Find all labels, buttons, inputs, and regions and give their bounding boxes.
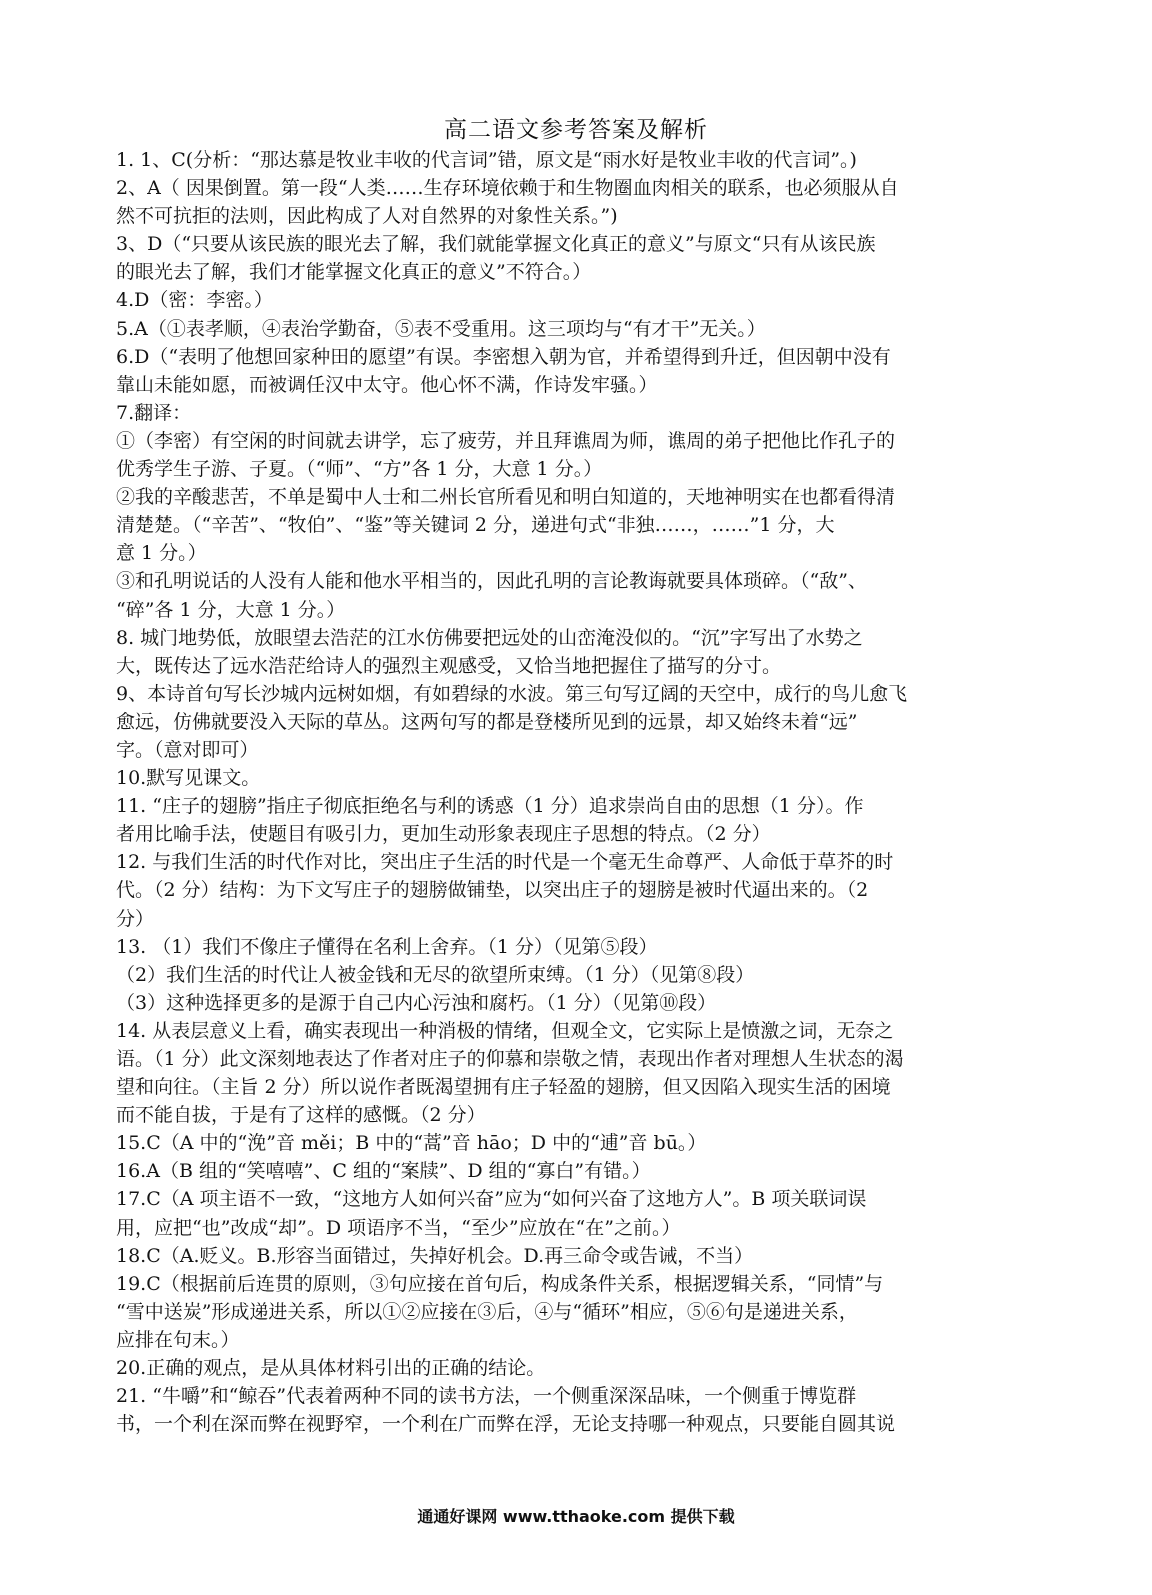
text-line: 12. 与我们生活的时代作对比，突出庄子生活的时代是一个毫无生命尊严、人命低于草芥的时	[116, 851, 894, 874]
text-line: 18.C（A.贬义。B.形容当面错过，失掉好机会。D.再三命令或告诫，不当）	[116, 1244, 754, 1267]
text-line: 8. 城门地势低，放眼望去浩茫的江水仿佛要把远处的山峦淹没似的。“沉”字写出了水势之	[116, 626, 863, 649]
text-line: 字。（意对即可）	[116, 738, 259, 761]
footer-credit: 通通好课网 www.tthaoke.com 提供下载	[417, 1507, 735, 1526]
text-line: 望和向往。（主旨 2 分）所以说作者既渴望拥有庄子轻盈的翅膀，但又因陷入现实生活的困境	[116, 1076, 891, 1099]
text-line: 16.A（B 组的“笑嘻嘻”、C 组的“案牍”、D 组的“寡白”有错。）	[116, 1160, 651, 1183]
text-line: 6.D（“表明了他想回家种田的愿望”有误。李密想入朝为官，并希望得到升迁，但因朝中没有	[116, 345, 891, 368]
text-line: 21. “牛嚼”和“鲸吞”代表着两种不同的读书方法，一个侧重深深品味，一个侧重于博览群	[116, 1385, 857, 1408]
text-line: （3）这种选择更多的是源于自己内心污浊和腐朽。（1 分）（见第⑩段）	[116, 991, 717, 1014]
text-line: 14. 从表层意义上看，确实表现出一种消极的情绪，但观全文，它实际上是愤激之词，无奈之	[116, 1019, 894, 1042]
text-line: 9、本诗首句写长沙城内远树如烟，有如碧绿的水波。第三句写辽阔的天空中，成行的鸟儿愈飞	[116, 682, 908, 705]
text-line: 分）	[116, 907, 155, 930]
text-line: 书，一个利在深而弊在视野窄，一个利在广而弊在浮，无论支持哪一种观点，只要能自圆其说	[116, 1413, 896, 1436]
text-line: 13. （1）我们不像庄子懂得在名利上舍弃。（1 分）（见第⑤段）	[116, 935, 658, 958]
text-line: 应排在句末。）	[116, 1328, 240, 1351]
text-line: “雪中送炭”形成递进关系，所以①②应接在③后，④与“循环”相应，⑤⑥句是递进关系，	[116, 1300, 858, 1323]
text-line: ①（李密）有空闲的时间就去讲学，忘了疲劳，并且拜谯周为师，谯周的弟子把他比作孔子的	[116, 429, 896, 452]
text-line: 19.C（根据前后连贯的原则，③句应接在首句后，构成条件关系，根据逻辑关系，“同情”与	[116, 1272, 884, 1295]
text-line: 5.A（①表孝顺，④表治学勤奋，⑤表不受重用。这三项均与“有才干”无关。）	[116, 317, 766, 340]
text-line: 1. 1、C(分析：“那达慕是牧业丰收的代言词”错，原文是“雨水好是牧业丰收的代言词”。)	[116, 149, 857, 171]
text-line	[116, 1438, 1028, 1466]
text-line: “碎”各 1 分，大意 1 分。）	[116, 598, 346, 621]
text-line: 靠山未能如愿，而被调任汉中太守。他心怀不满，作诗发牢骚。）	[116, 373, 658, 396]
text-line: 清楚楚。（“辛苦”、“牧伯”、“鉴”等关键词 2 分，递进句式“非独……，……”1 分，大	[116, 514, 835, 537]
text-line: 2、A（ 因果倒置。第一段“人类……生存环境依赖于和生物圈血肉相关的联系，也必须服从自	[116, 177, 899, 200]
text-line: 者用比喻手法，使题目有吸引力，更加生动形象表现庄子思想的特点。（2 分）	[116, 823, 771, 846]
text-line: ③和孔明说话的人没有人能和他水平相当的，因此孔明的言论教诲就要具体琐碎。（“敌”、	[116, 570, 867, 593]
text-line: 15.C（A 中的“浼”音 měi；B 中的“蒿”音 hāo；D 中的“逋”音 bū。）	[116, 1132, 707, 1155]
text-line: （2）我们生活的时代让人被金钱和无尽的欲望所束缚。（1 分）（见第⑧段）	[116, 963, 755, 986]
text-line: 意 1 分。）	[116, 542, 207, 565]
text-line: ②我的辛酸悲苦，不单是蜀中人士和二州长官所看见和明白知道的，天地神明实在也都看得清	[116, 486, 896, 509]
page-title: 高二语文参考答案及解析	[444, 117, 708, 143]
text-line: 10.默写见课文。	[116, 767, 261, 790]
text-line: 3、D（“只要从该民族的眼光去了解，我们就能掌握文化真正的意义”与原文“只有从该民族	[116, 233, 876, 256]
text-line: 愈远，仿佛就要没入天际的草丛。这两句写的都是登楼所见到的远景，却又始终未着“远”	[116, 710, 858, 733]
text-line: 语。（1 分）此文深刻地表达了作者对庄子的仰慕和崇敬之情，表现出作者对理想人生状态的渴	[116, 1048, 904, 1070]
text-line: 的眼光去了解，我们才能掌握文化真正的意义”不符合。）	[116, 261, 592, 284]
text-line: 优秀学生子游、子夏。（“师”、“方”各 1 分，大意 1 分。）	[116, 458, 603, 481]
text-line: 大，既传达了远水浩茫给诗人的强烈主观感受，又恰当地把握住了描写的分寸。	[116, 654, 782, 677]
text-line: 20.正确的观点，是从具体材料引出的正确的结论。	[116, 1357, 546, 1380]
text-line: 11. “庄子的翅膀”指庄子彻底拒绝名与利的诱惑（1 分）追求崇尚自由的思想（1 分）。作	[116, 795, 864, 818]
text-line: 7.翻译：	[116, 401, 192, 424]
text-line: 代。（2 分）结构：为下文写庄子的翅膀做铺垫，以突出庄子的翅膀是被时代逼出来的。（2	[116, 879, 869, 902]
answer-text-body	[116, 146, 1028, 1466]
text-line: 而不能自拔，于是有了这样的感慨。（2 分）	[116, 1104, 486, 1127]
text-line: 用，应把“也”改成“却”。D 项语序不当，“至少”应放在“在”之前。）	[116, 1216, 681, 1239]
text-line: 然不可抗拒的法则，因此构成了人对自然界的对象性关系。”)	[116, 205, 618, 228]
text-line: 17.C（A 项主语不一致，“这地方人如何兴奋”应为“如何兴奋了这地方人”。B 项关联词误	[116, 1188, 867, 1211]
text-line: 4.D（密：李密。）	[116, 289, 273, 312]
